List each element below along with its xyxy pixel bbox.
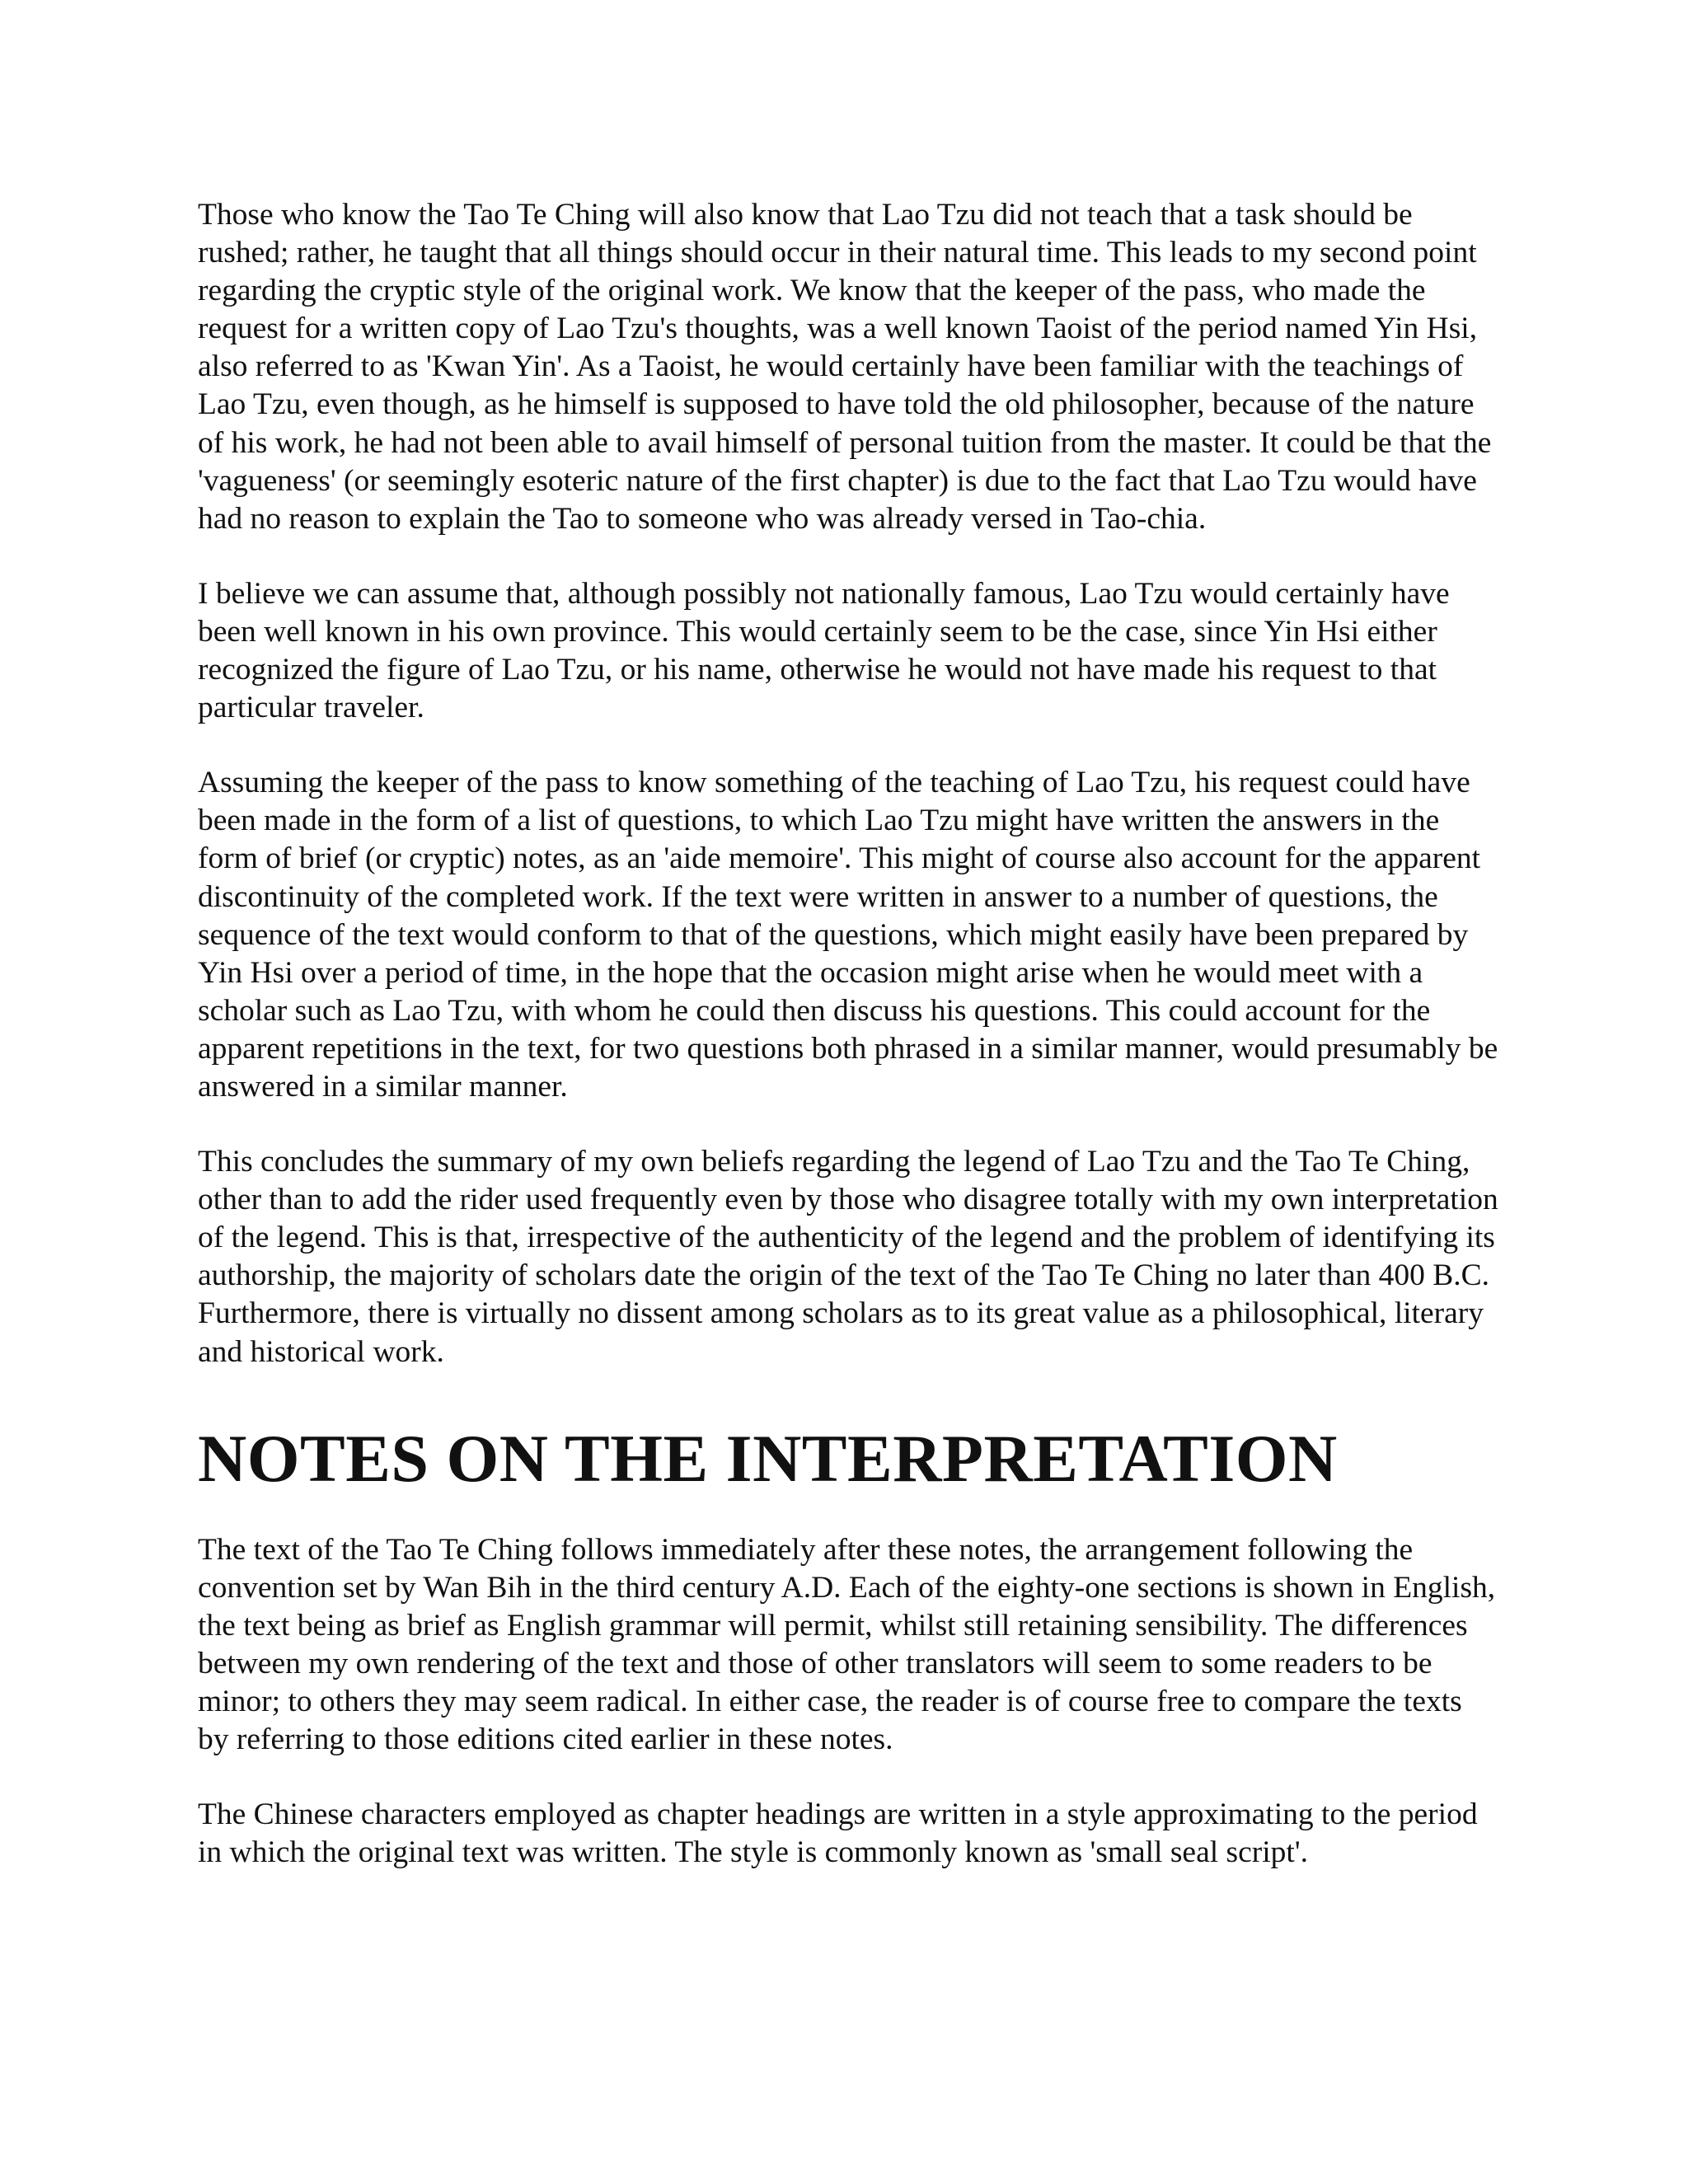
body-paragraph: Those who know the Tao Te Ching will also know that Lao Tzu did not teach that a task should be rushed; rather, he taught that all things should occur in their natural time. This leads to my second point regarding the cryptic style of the original work. We know that the keeper of the pass, who made the request for a written copy of Lao Tzu's thoughts, was a well known Taoist of the period named Yin Hsi, also referred to as 'Kwan Yin'. As a Taoist, he would certainly have been familiar with the teachings of Lao Tzu, even though, as he himself is supposed to have told the old philosopher, because of the nature of his work, he had not been able to avail himself of personal tuition from the master. It could be that the 'vagueness' (or seemingly esoteric nature of the first chapter) is due to the fact that Lao Tzu would have had no reason to explain the Tao to someone who was already versed in Tao-chia. [198,198,1492,536]
body-paragraph: I believe we can assume that, although possibly not nationally famous, Lao Tzu would certainly have been well known in his own province. This would certainly seem to be the case, since Yin Hsi either recognized the figure of Lao Tzu, or his name, otherwise he would not have made his request to that particular traveler. [198,576,1450,725]
body-paragraph: This concludes the summary of my own beliefs regarding the legend of Lao Tzu and the Tao Te Ching, other than to add the rider used frequently even by those who disagree totally with my own interpretation of the legend. This is that, irrespective of the authenticity of the legend and the problem of identifying its authorship, the majority of scholars date the origin of the text of the Tao Te Ching no later than 400 B.C. Furthermore, there is virtually no dissent among scholars as to its great value as a philosophical, literary and historical work. [198,1145,1498,1369]
document-page [198,196,1500,1909]
section-heading: NOTES ON THE INTERPRETATION [198,1420,1338,1496]
body-paragraph: The Chinese characters employed as chapter headings are written in a style approximating to the period in which the original text was written. The style is commonly known as 'small seal script'. [198,1797,1478,1870]
body-paragraph: Assuming the keeper of the pass to know something of the teaching of Lao Tzu, his request could have been made in the form of a list of questions, to which Lao Tzu might have written the answers in the form of brief (or cryptic) notes, as an 'aide memoire'. This might of course also account for the apparent discontinuity of the completed work. If the text were written in answer to a number of questions, the sequence of the text would conform to that of the questions, which might easily have been prepared by Yin Hsi over a period of time, in the hope that the occasion might arise when he would meet with a scholar such as Lao Tzu, with whom he could then discuss his questions. This could account for the apparent repetitions in the text, for two questions both phrased in a similar manner, would presumably be answered in a similar manner. [198,766,1498,1104]
body-paragraph: The text of the Tao Te Ching follows immediately after these notes, the arrangement following the convention set by Wan Bih in the third century A.D. Each of the eighty-one sections is shown in English, the text being as brief as English grammar will permit, whilst still retaining sensibility. The differences between my own rendering of the text and those of other translators will seem to some readers to be minor; to others they may seem radical. In either case, the reader is of course free to compare the texts by referring to those editions cited earlier in these notes. [198,1532,1496,1757]
